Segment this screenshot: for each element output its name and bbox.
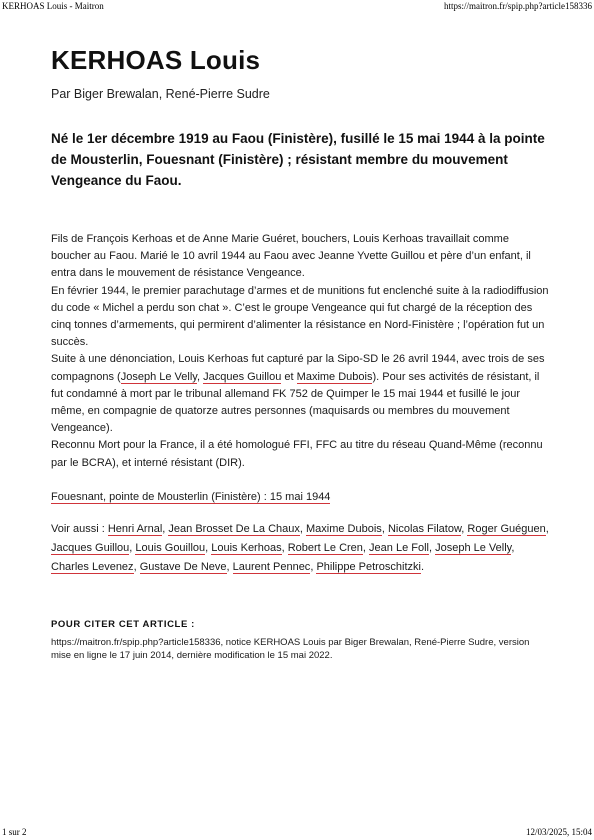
see-also-link[interactable]: Henri Arnal [107, 522, 163, 535]
see-also-link[interactable]: Louis Kerhoas [211, 541, 282, 554]
paragraph-family: Fils de François Kerhoas et de Anne Marie Guéret, bouchers, Louis Kerhoas travaillait comme boucher au Faou. Marié le 10 avril 1944 au Faou avec Jeanne Yvette Guillou et père d’un enfant, il entra dans le mouvement de résistance Vengeance. [51, 233, 531, 280]
paragraph-parachute: En février 1944, le premier parachutage d’armes et de munitions fut enclenché suite à la radiodiffusion du code « Michel a perdu son chat ». C’est le groupe Vengeance qui fut chargé de la réception des cinq tonnes d’armements, qui permirent d’alimenter la résistance en Nord-Finistère ; l’opération fut un succès. [51, 284, 549, 349]
see-also-separator: , [511, 541, 515, 554]
see-also-link[interactable]: Charles Levenez [51, 560, 134, 573]
see-also-label: Voir aussi : [51, 522, 108, 535]
print-header [0, 0, 594, 14]
text-run: Suite à une dénonciation, Louis Kerhoas fut capturé par la Sipo-SD le 26 avril 1944, avec trois de ses compagnons ( [51, 353, 545, 383]
see-also-link[interactable]: Louis Gouillou [135, 541, 206, 554]
see-also-link[interactable]: Nicolas Filatow [387, 522, 462, 535]
see-also-link[interactable]: Joseph Le Velly [435, 541, 512, 554]
see-also-link[interactable]: Maxime Dubois [306, 522, 382, 535]
place-link[interactable]: Fouesnant, pointe de Mousterlin (Finistère) : 15 mai 1944 [51, 490, 331, 503]
text-run: et [281, 370, 297, 383]
paragraph-capture [51, 351, 551, 437]
see-also-separator: , [281, 541, 288, 554]
see-also-link[interactable]: Jean Brosset De La Chaux [168, 522, 300, 535]
article-lede: Né le 1er décembre 1919 au Faou (Finistère), fusillé le 15 mai 1944 à la pointe de Mousterlin, Fouesnant (Finistère) ; résistant membre du mouvement Vengeance du Faou. [51, 131, 545, 188]
citation-heading: POUR CITER CET ARTICLE : [51, 618, 195, 630]
see-also-separator: , [162, 522, 169, 535]
see-also-separator: , [362, 541, 370, 554]
citation-text: https://maitron.fr/spip.php?article158336, notice KERHOAS Louis par Biger Brewalan, René-Pierre Sudre, version mise en ligne le 17 juin 2014, dernière modification le 15 mai 2022. [51, 636, 530, 661]
see-also-separator: , [205, 541, 212, 554]
see-also [51, 520, 551, 577]
see-also-separator: , [299, 522, 306, 535]
article [51, 40, 551, 662]
see-also-link[interactable]: Gustave De Neve [139, 560, 227, 573]
see-also-link[interactable]: Philippe Petroschitzki [316, 560, 421, 573]
see-also-link[interactable]: Robert Le Cren [287, 541, 363, 554]
see-also-link[interactable]: Roger Guéguen [467, 522, 546, 535]
see-also-separator: , [310, 560, 317, 573]
see-also-separator: , [381, 522, 388, 535]
print-footer [0, 826, 594, 840]
see-also-separator: , [545, 522, 549, 535]
see-also-separator: , [226, 560, 233, 573]
see-also-link[interactable]: Jean Le Foll [369, 541, 429, 554]
article-authors: Par Biger Brewalan, René-Pierre Sudre [51, 87, 270, 101]
see-also-separator: , [461, 522, 468, 535]
see-also-link[interactable]: Jacques Guillou [51, 541, 130, 554]
link-maxime-dubois[interactable]: Maxime Dubois [296, 370, 373, 383]
print-header-title: KERHOAS Louis - Maitron [2, 1, 104, 11]
text-run: ). Pour ses activités de résistant, il fut condamné à mort par le tribunal allemand FK 752 de Quimper le 15 mai 1944 et fusillé le jour même, en compagnie de quatorze autres personnes (maquisards ou membres du mouvement Vengeance). [51, 370, 540, 435]
text-run: , [196, 370, 204, 383]
paragraph-recognition: Reconnu Mort pour la France, il a été homologué FFI, FFC au titre du réseau Quand-Même (reconnu par le BCRA), et interné résistant (DIR). [51, 439, 543, 469]
link-jacques-guillou[interactable]: Jacques Guillou [203, 370, 282, 383]
page-title: KERHOAS Louis [51, 45, 261, 75]
see-also-link[interactable]: Laurent Pennec [232, 560, 311, 573]
article-body [51, 231, 551, 472]
see-also-separator: , [129, 541, 136, 554]
link-joseph-le-velly[interactable]: Joseph Le Velly [120, 370, 197, 383]
page-number: 1 sur 2 [2, 827, 27, 837]
print-timestamp: 12/03/2025, 15:04 [525, 827, 592, 837]
see-also-list [51, 523, 549, 574]
see-also-separator: , [428, 541, 436, 554]
print-header-url: https://maitron.fr/spip.php?article158336 [444, 1, 592, 11]
see-also-separator: , [133, 560, 140, 573]
see-also-separator: . [421, 560, 425, 573]
place-link-row [51, 489, 551, 506]
